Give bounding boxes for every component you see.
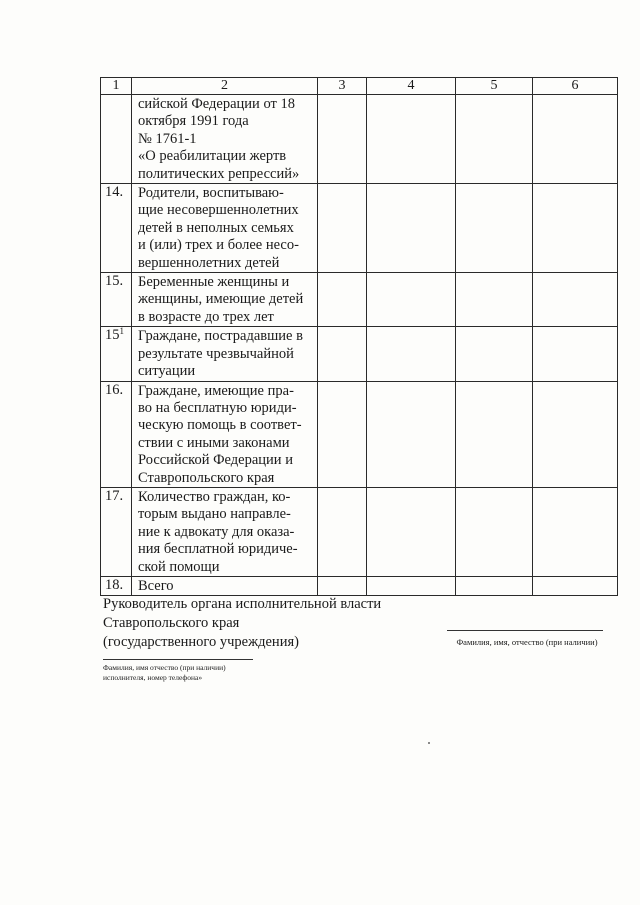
value-cell: [318, 327, 367, 381]
description-line: ской помощи: [138, 558, 220, 575]
table-row: [101, 184, 618, 273]
signature-title-line: (государственного учреждения): [103, 634, 299, 650]
value-cell: [533, 381, 618, 487]
description-line: женщины, имеющие детей: [138, 291, 304, 308]
value-cell: [367, 381, 456, 487]
row-description: [132, 184, 318, 273]
row-number-superscript: 1: [119, 326, 124, 337]
value-cell: [367, 327, 456, 381]
value-cell: [533, 95, 618, 184]
table-row: [101, 327, 618, 381]
value-cell: [318, 381, 367, 487]
value-cell: [318, 487, 367, 576]
description-line: торым выдано направле-: [138, 506, 291, 523]
description-line: Граждане, пострадавшие в: [138, 328, 303, 345]
description-line: в возрасте до трех лет: [138, 308, 274, 325]
signature-name-caption: Фамилия, имя, отчество (при наличии): [456, 637, 598, 647]
row-number: [101, 327, 132, 381]
description-line: «О реабилитации жертв: [138, 148, 287, 165]
value-cell: [456, 273, 533, 327]
description-line: Российской Федерации и: [138, 452, 293, 469]
value-cell: [367, 273, 456, 327]
column-header-6: 6: [533, 78, 618, 95]
description-line: ния бесплатной юридиче-: [138, 541, 298, 558]
table-row: [101, 381, 618, 487]
description-line: Количество граждан, ко-: [138, 488, 291, 505]
description-line: Родители, воспитываю-: [138, 185, 284, 202]
row-description: [132, 381, 318, 487]
value-cell: [533, 327, 618, 381]
row-number: 15.: [101, 273, 132, 327]
value-cell: [367, 576, 456, 595]
description-line: октября 1991 года: [138, 113, 249, 130]
value-cell: [318, 184, 367, 273]
description-line: № 1761-1: [138, 130, 197, 147]
description-line: Граждане, имеющие пра-: [138, 382, 294, 399]
table-header-row: [101, 78, 618, 95]
table-row: [101, 576, 618, 595]
executor-caption-line: исполнителя, номер телефона»: [103, 673, 203, 682]
scan-speck: [428, 742, 430, 744]
description-line: ствии с иными законами: [138, 434, 290, 451]
row-description: [132, 487, 318, 576]
row-number: 14.: [101, 184, 132, 273]
description-line: ситуации: [138, 363, 196, 380]
column-header-2: 2: [132, 78, 318, 95]
row-number: [101, 95, 132, 184]
column-header-3: 3: [318, 78, 367, 95]
value-cell: [456, 184, 533, 273]
value-cell: [367, 95, 456, 184]
value-cell: [456, 487, 533, 576]
description-line: во на бесплатную юриди-: [138, 399, 297, 416]
description-line: щие несовершеннолетних: [138, 202, 299, 219]
column-header-5: 5: [456, 78, 533, 95]
value-cell: [456, 95, 533, 184]
value-cell: [367, 487, 456, 576]
table-row: [101, 273, 618, 327]
description-line: и (или) трех и более несо-: [138, 237, 299, 254]
value-cell: [533, 576, 618, 595]
table-row: [101, 95, 618, 184]
row-number: 18.: [101, 576, 132, 595]
signature-title-line: Руководитель органа исполнительной власти: [103, 596, 382, 612]
description-line: вершеннолетних детей: [138, 254, 280, 271]
table-row: [101, 487, 618, 576]
value-cell: [318, 273, 367, 327]
executor-caption: [103, 663, 226, 683]
row-description: [132, 576, 318, 595]
row-description: [132, 273, 318, 327]
signature-title-line: Ставропольского края: [103, 615, 240, 631]
row-number: 16.: [101, 381, 132, 487]
description-line: детей в неполных семьях: [138, 219, 294, 236]
value-cell: [367, 184, 456, 273]
row-description: [132, 327, 318, 381]
column-header-1: 1: [101, 78, 132, 95]
description-line: результате чрезвычайной: [138, 345, 294, 362]
value-cell: [318, 95, 367, 184]
executor-line: [103, 659, 253, 660]
row-number-base: 15: [105, 327, 120, 344]
column-header-4: 4: [367, 78, 456, 95]
executor-caption-line: Фамилия, имя отчество (при наличии): [103, 663, 226, 672]
signature-name-line: [447, 630, 603, 631]
row-number: 17.: [101, 487, 132, 576]
description-line: политических репрессий»: [138, 165, 300, 182]
value-cell: [456, 327, 533, 381]
signature-block: [103, 595, 381, 652]
description-line: Беременные женщины и: [138, 274, 290, 291]
description-line: Всего: [138, 577, 174, 594]
value-cell: [456, 381, 533, 487]
value-cell: [318, 576, 367, 595]
value-cell: [533, 273, 618, 327]
row-description: [132, 95, 318, 184]
report-table: [100, 77, 618, 596]
value-cell: [533, 184, 618, 273]
description-line: Ставропольского края: [138, 469, 275, 486]
description-line: сийской Федерации от 18: [138, 96, 295, 112]
description-line: ние к адвокату для оказа-: [138, 523, 295, 540]
value-cell: [533, 487, 618, 576]
description-line: ческую помощь в соответ-: [138, 417, 302, 434]
value-cell: [456, 576, 533, 595]
